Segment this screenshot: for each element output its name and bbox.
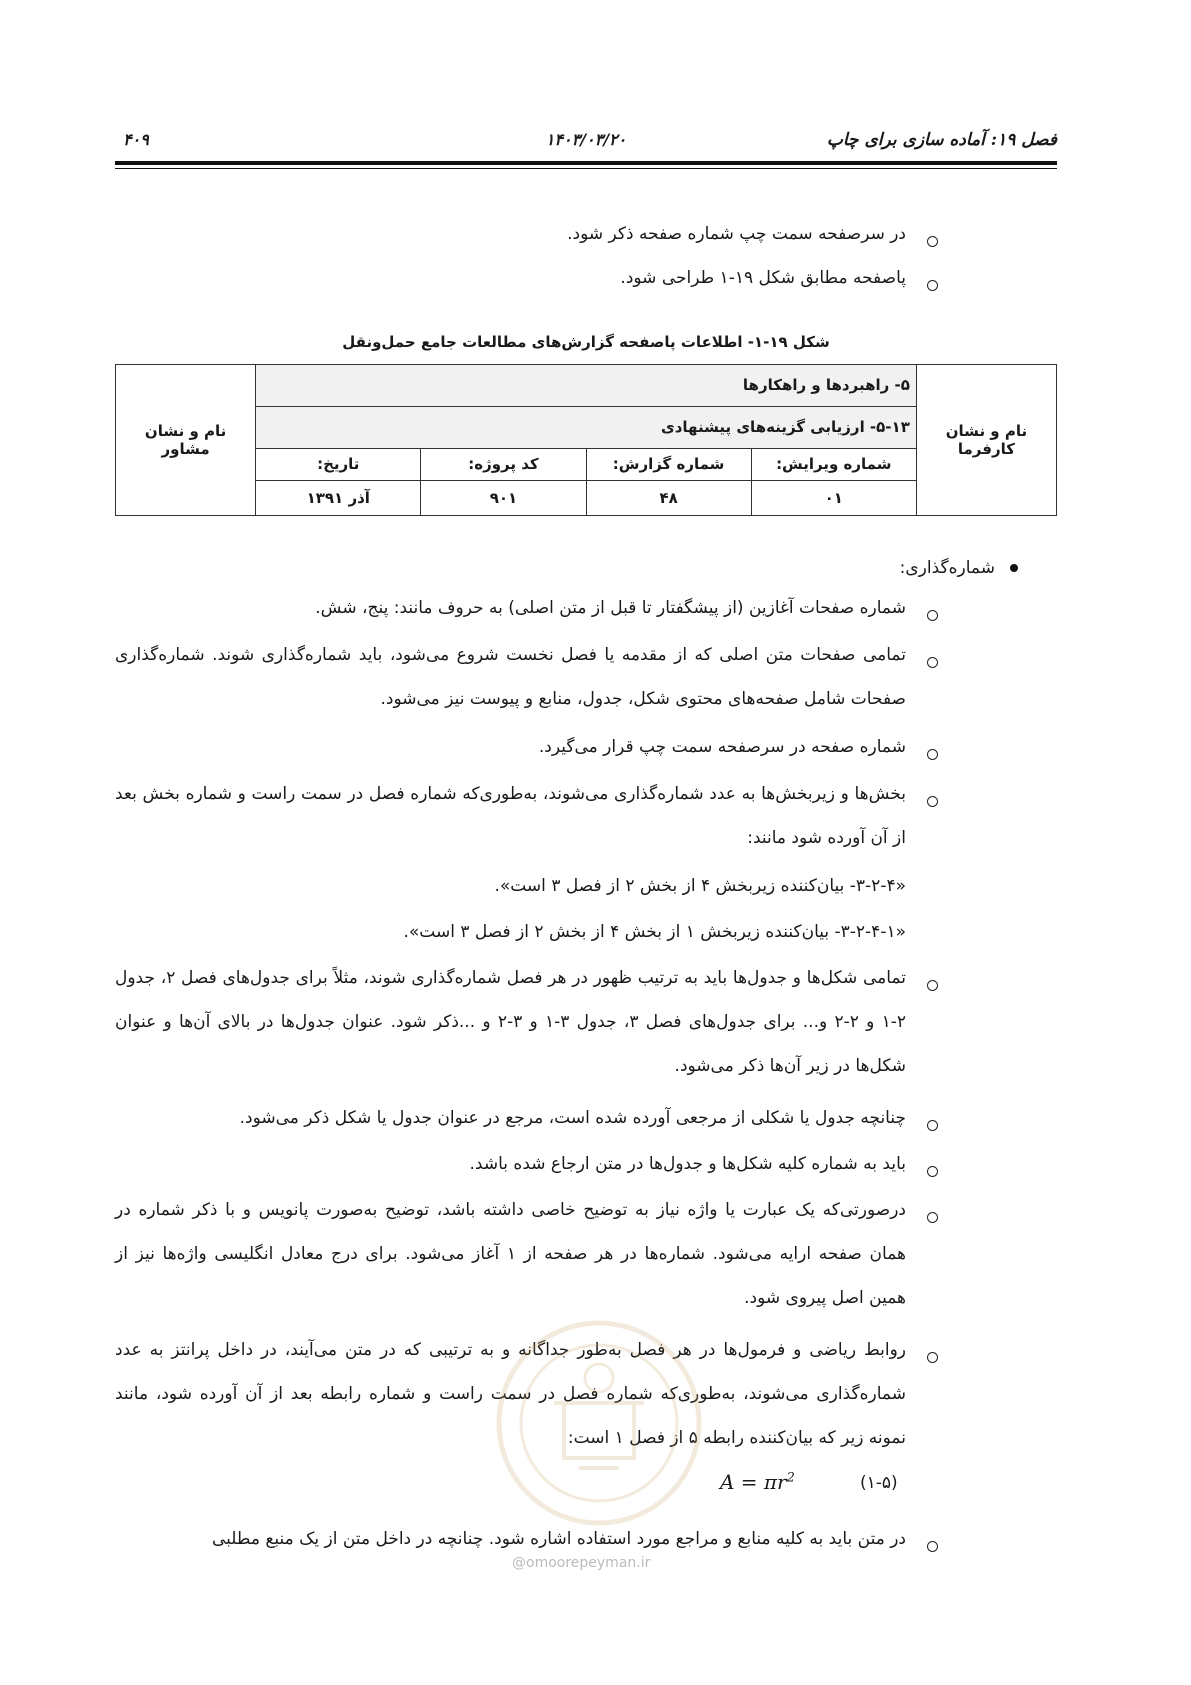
field-value: ۹۰۱: [421, 481, 586, 516]
list-item: پاصفحه مطابق شکل ۱۹-۱ طراحی شود.: [620, 268, 906, 288]
list-item: تمامی شکل‌ها و جدول‌ها باید به ترتیب ظهور در هر فصل شماره‌گذاری شوند، مثلاً برای جدول‌های فصل ۲، جدول ۲-۱ و ۲-۲ و... برای جدول‌های فصل ۳، جدول ۳-۱ و ۳-۲ و ...ذکر شود. عنوان جدول‌ها در بالای آن‌ها و عنوان شکل‌ها در زیر آن‌ها ذکر می‌شود.: [115, 968, 906, 1076]
list-item: در متن باید به کلیه منابع و مراجع مورد استفاده اشاره شود. چنانچه در داخل متن از یک منبع مطلبی: [211, 1529, 906, 1549]
hollow-bullet-icon: [927, 236, 938, 247]
hollow-bullet-icon: [927, 1166, 938, 1177]
list-item: شماره صفحات آغازین (از پیشگفتار تا قبل از متن اصلی) به حروف مانند: پنج، شش.: [315, 598, 906, 618]
hollow-bullet-icon: [927, 280, 938, 291]
list-item: در سرصفحه سمت چپ شماره صفحه ذکر شود.: [567, 224, 906, 244]
consultant-cell: نام و نشان مشاور: [116, 365, 256, 516]
section-cell: ۵- راهبردها و راهکارها: [256, 365, 917, 407]
field-label: تاریخ:: [256, 448, 421, 481]
example-quote: «۳-۲-۴-۱- بیان‌کننده زیربخش ۱ از بخش ۴ از بخش ۲ از فصل ۳ است».: [403, 922, 906, 942]
header-rule-thin: [115, 168, 1057, 169]
list-item: چنانچه جدول یا شکلی از مرجعی آورده شده است، مرجع در عنوان جدول یا شکل ذکر می‌شود.: [239, 1108, 906, 1128]
hollow-bullet-icon: [927, 749, 938, 760]
employer-cell: نام و نشان کارفرما: [916, 365, 1056, 516]
page-header: [115, 128, 1057, 158]
footer-info-table: [115, 364, 1057, 516]
hollow-bullet-icon: [927, 610, 938, 621]
hollow-bullet-icon: [927, 796, 938, 807]
field-label: شماره گزارش:: [586, 448, 751, 481]
hollow-bullet-icon: [927, 1120, 938, 1131]
list-item: بخش‌ها و زیربخش‌ها به عدد شماره‌گذاری می‌شوند، به‌طوری‌که شماره فصل در سمت راست و شماره بخش بعد از آن آورده شود مانند:: [115, 784, 906, 848]
page-number: ۴۰۹: [123, 130, 149, 149]
section-heading: شماره‌گذاری:: [899, 558, 995, 578]
field-value: ۰۱: [751, 481, 916, 516]
field-value: آذر ۱۳۹۱: [256, 481, 421, 516]
formula: $A = \pi r^2$: [720, 1470, 795, 1494]
hollow-bullet-icon: [927, 1212, 938, 1223]
list-item: روابط ریاضی و فرمول‌ها در هر فصل به‌طور جداگانه و به ترتیبی که در متن می‌آیند، در داخل پرانتز به عدد شماره‌گذاری می‌شوند، به‌طوری‌که شماره فصل در سمت راست و شماره رابطه بعد از آن آورده شود، مانند نمونه زیر که بیان‌کننده رابطه ۵ از فصل ۱ است:: [115, 1340, 906, 1448]
example-quote: «۳-۲-۴- بیان‌کننده زیربخش ۴ از بخش ۲ از فصل ۳ است».: [494, 876, 906, 896]
list-item: درصورتی‌که یک عبارت یا واژه نیاز به توضیح خاصی داشته باشد، توضیح به‌صورت پانویس و با ذکر شماره در همان صفحه ارایه می‌شود. شماره‌ها در هر صفحه از ۱ آغاز می‌شود. برای درج معادل انگلیسی واژه‌ها نیز از همین اصل پیروی شود.: [115, 1200, 906, 1308]
watermark-logo-icon: [494, 1318, 704, 1528]
hollow-bullet-icon: [927, 980, 938, 991]
formula-number: (۱-۵): [860, 1473, 898, 1493]
bullet-icon: [1010, 564, 1018, 572]
field-value: ۴۸: [586, 481, 751, 516]
header-rule-thick: [115, 161, 1057, 165]
list-item: باید به شماره کلیه شکل‌ها و جدول‌ها در متن ارجاع شده باشد.: [469, 1154, 906, 1174]
list-item: تمامی صفحات متن اصلی که از مقدمه یا فصل نخست شروع می‌شود، باید شماره‌گذاری شوند. شماره‌گذاری صفحات شامل صفحه‌های محتوی شکل، جدول، منابع و پیوست نیز می‌شود.: [115, 645, 906, 709]
hollow-bullet-icon: [927, 1541, 938, 1552]
watermark-site: @omoorepeyman.ir: [512, 1555, 651, 1571]
chapter-title: فصل ۱۹: آماده سازی برای چاپ: [826, 130, 1057, 150]
header-date: ۱۴۰۳/۰۳/۲۰: [545, 130, 627, 149]
hollow-bullet-icon: [927, 1352, 938, 1363]
field-label: کد پروژه:: [421, 448, 586, 481]
subsection-cell: ۵-۱۳- ارزیابی گزینه‌های پیشنهادی: [256, 406, 917, 448]
hollow-bullet-icon: [927, 657, 938, 668]
figure-caption: شکل ۱۹-۱- اطلاعات پاصفحه گزارش‌های مطالعات جامع حمل‌ونقل: [342, 333, 830, 351]
list-item: شماره صفحه در سرصفحه سمت چپ قرار می‌گیرد.: [538, 737, 906, 757]
field-label: شماره ویرایش:: [751, 448, 916, 481]
